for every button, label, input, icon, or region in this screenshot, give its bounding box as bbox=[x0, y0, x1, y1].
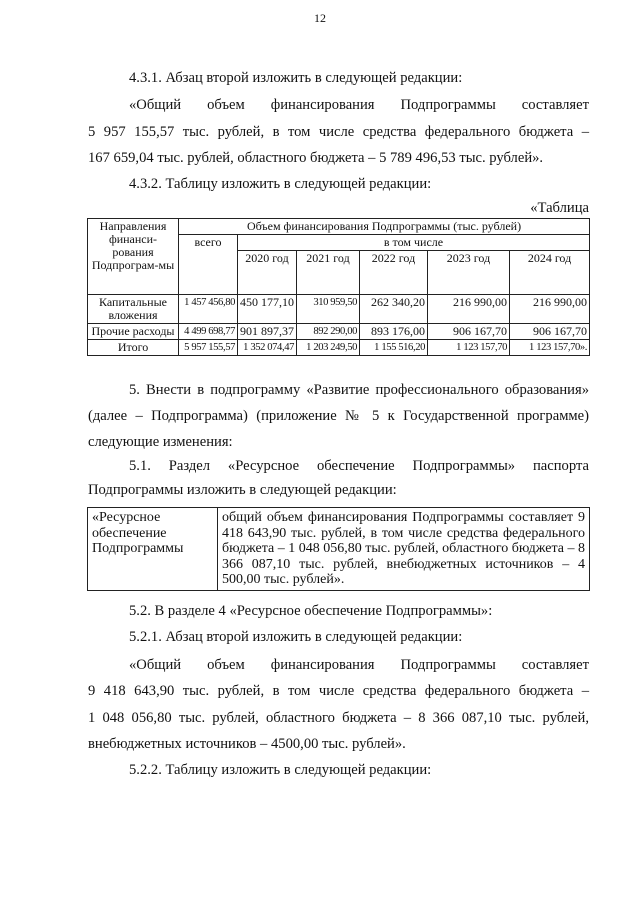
paragraph-5-2: 5.2. В разделе 4 «Ресурсное обеспечение Подпрограммы»: bbox=[129, 603, 493, 619]
cell-value: 216 990,00 bbox=[510, 295, 590, 324]
paragraph-quote-line3: 167 659,04 тыс. рублей, областного бюджета – 5 789 496,53 тыс. рублей». bbox=[88, 150, 544, 166]
header-volume: Объем финансирования Подпрограммы (тыс. рублей) bbox=[179, 219, 590, 235]
cell-value: 1 352 074,47 bbox=[238, 340, 297, 356]
paragraph-4-3-1: 4.3.1. Абзац второй изложить в следующей редакции: bbox=[129, 70, 463, 86]
paragraph-quote2-line2: 9 418 643,90 тыс. рублей, в том числе средства федерального бюджета – bbox=[88, 683, 589, 699]
header-year: 2020 год bbox=[238, 251, 297, 295]
resource-label: «Ресурсное обеспечение Подпрограммы bbox=[88, 508, 218, 591]
row-label: Прочие расходы bbox=[88, 324, 179, 340]
paragraph-5-line3: следующие изменения: bbox=[88, 434, 233, 450]
financing-table bbox=[87, 218, 590, 356]
cell-value: 262 340,20 bbox=[360, 295, 428, 324]
table-row bbox=[88, 340, 590, 356]
cell-value: 310 959,50 bbox=[297, 295, 360, 324]
cell-value: 1 203 249,50 bbox=[297, 340, 360, 356]
header-year: 2022 год bbox=[360, 251, 428, 295]
paragraph-quote-line1: «Общий объем финансирования Подпрограммы составляет bbox=[129, 97, 589, 113]
paragraph-5-2-2: 5.2.2. Таблицу изложить в следующей редакции: bbox=[129, 762, 432, 778]
page-number: 12 bbox=[314, 11, 326, 25]
cell-value: 901 897,37 bbox=[238, 324, 297, 340]
header-direction: Направления финанси-рования Подпрограм-мы bbox=[88, 219, 179, 295]
header-year: 2021 год bbox=[297, 251, 360, 295]
header-year: 2023 год bbox=[428, 251, 510, 295]
table-row bbox=[88, 324, 590, 340]
paragraph-5-line1: 5. Внести в подпрограмму «Развитие профессионального образования» bbox=[129, 382, 589, 398]
resource-table bbox=[87, 507, 590, 591]
cell-value: 1 123 157,70». bbox=[510, 340, 590, 356]
row-label: Капитальные вложения bbox=[88, 295, 179, 324]
resource-description: общий объем финансирования Подпрограммы составляет 9 418 643,90 тыс. рублей, в том числе средства федерального бюджета – 1 048 056,80 тыс. рублей, областного бюджета – 8 366 087,10 тыс. рублей, внебюджетных источников – 4 500,00 тыс. рублей». bbox=[218, 508, 590, 591]
cell-value: 906 167,70 bbox=[428, 324, 510, 340]
cell-value: 892 290,00 bbox=[297, 324, 360, 340]
cell-total: 1 457 456,80 bbox=[179, 295, 238, 324]
cell-value: 1 155 516,20 bbox=[360, 340, 428, 356]
row-label: Итого bbox=[88, 340, 179, 356]
cell-total: 5 957 155,57 bbox=[179, 340, 238, 356]
paragraph-5-1-line2: Подпрограммы изложить в следующей редакции: bbox=[88, 482, 397, 498]
paragraph-quote-line2: 5 957 155,57 тыс. рублей, в том числе средства федерального бюджета – bbox=[88, 124, 589, 140]
cell-total: 4 499 698,77 bbox=[179, 324, 238, 340]
header-total: всего bbox=[179, 235, 238, 295]
cell-value: 1 123 157,70 bbox=[428, 340, 510, 356]
cell-value: 450 177,10 bbox=[238, 295, 297, 324]
table-row bbox=[88, 295, 590, 324]
header-year: 2024 год bbox=[510, 251, 590, 295]
paragraph-quote2-line1: «Общий объем финансирования Подпрограммы составляет bbox=[129, 657, 589, 673]
paragraph-4-3-2: 4.3.2. Таблицу изложить в следующей редакции: bbox=[129, 176, 432, 192]
cell-value: 906 167,70 bbox=[510, 324, 590, 340]
cell-value: 893 176,00 bbox=[360, 324, 428, 340]
cell-value: 216 990,00 bbox=[428, 295, 510, 324]
paragraph-quote2-line4: внебюджетных источников – 4500,00 тыс. рублей». bbox=[88, 736, 406, 752]
paragraph-5-line2: (далее – Подпрограмма) (приложение № 5 к Государственной программе) bbox=[88, 408, 589, 424]
paragraph-5-1-line1: 5.1. Раздел «Ресурсное обеспечение Подпрограммы» паспорта bbox=[129, 458, 589, 474]
paragraph-quote2-line3: 1 048 056,80 тыс. рублей, областного бюджета – 8 366 087,10 тыс. рублей, bbox=[88, 710, 589, 726]
table-caption: «Таблица bbox=[530, 200, 589, 216]
paragraph-5-2-1: 5.2.1. Абзац второй изложить в следующей редакции: bbox=[129, 629, 463, 645]
header-including: в том числе bbox=[238, 235, 590, 251]
